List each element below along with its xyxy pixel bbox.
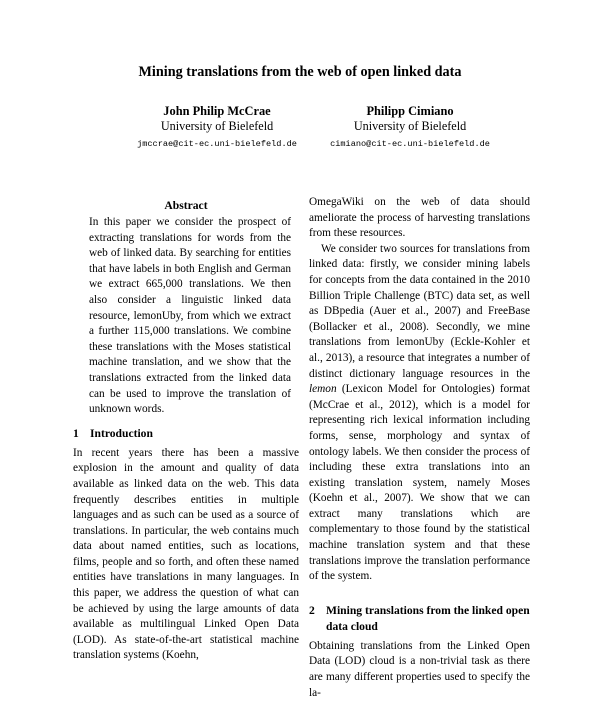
abstract-heading: Abstract: [164, 199, 208, 212]
section-title: Mining translations from the linked open data cloud: [326, 603, 530, 633]
section-body: In recent years there has been a massive explosion in the amount and quality of data available as linked data on the web. This data frequently describes entities in multiple languages and as such can be used as a source of translations. In particular, the web contains much data about named entities, such as locations, films, people and so forth, and often these named entities have translations in many languages. In this paper, we address the question of what can be achieved by using the large amounts of data available as multilingual Linked Open Data (LOD). As state-of-the-art statistical machine translation systems (Koehn,: [73, 446, 299, 662]
emphasis-text: lemon: [309, 383, 337, 396]
left-column: [73, 198, 299, 664]
abstract-text: In this paper we consider the prospect of extracting translations for words from the web of linked data. By searching for entities that have labels in both English and German we extract 665,000 translations. We then also consider a linguistic linked data resource, lemonUby, from which we extract a further 115,000 translations. We combine these translations with the Moses statistical machine translation, and we show that the translations extracted from the linked data can be used to improve the translation of unknown words.: [89, 216, 291, 416]
section-body: Obtaining translations from the Linked Open Data (LOD) cloud is a non-trivial task as there are many different properties used to specify the la-: [309, 639, 530, 699]
section-heading: [73, 426, 299, 442]
section-heading: [309, 603, 530, 635]
section-title: Introduction: [90, 426, 153, 440]
paragraph-text: We consider two sources for translations from linked data: firstly, we consider mining labels for concepts from the data contained in the 2010 Billion Triple Challenge (BTC) data set, as well as DBpedia (Auer et al., 2007) and FreeBase (Bollacker et al., 2008). Secondly, we mine translations from lemonUby (Eckle-Kohler et al., 2013), a resource that integrates a number of distinct dictionary language resources in the: [309, 242, 530, 380]
author-affiliation: University of Bielefeld: [353, 119, 467, 133]
paper-title: Mining translations from the web of open linked data: [138, 64, 462, 80]
author-affiliation: University of Bielefeld: [160, 119, 274, 133]
paragraph-text: (Lexicon Model for Ontologies) format (McCrae et al., 2012), which is a model for representing rich lexical information including forms, sense, morphology and syntax of ontology labels. We then consider the process of including these extra translations into an existing translation system, namely Moses (Koehn et al., 2007). We show that we can extract many translations which are complementary to those found by the statistical machine translation system and that these translations improve the translation performance of the system.: [309, 383, 530, 583]
author-name: Philipp Cimiano: [366, 104, 454, 118]
section-number: 1: [73, 426, 79, 440]
author-name: John Philip McCrae: [163, 104, 271, 118]
author-email: jmccrae@cit-ec.uni-bielefeld.de: [137, 139, 297, 149]
paragraph: [309, 242, 530, 585]
section-number: 2: [309, 603, 315, 617]
right-column: [309, 195, 530, 701]
author-block: [285, 104, 535, 150]
author-email: cimiano@cit-ec.uni-bielefeld.de: [330, 139, 490, 149]
paragraph: OmegaWiki on the web of data should ameliorate the process of harvesting translations from these resources.: [309, 196, 530, 240]
